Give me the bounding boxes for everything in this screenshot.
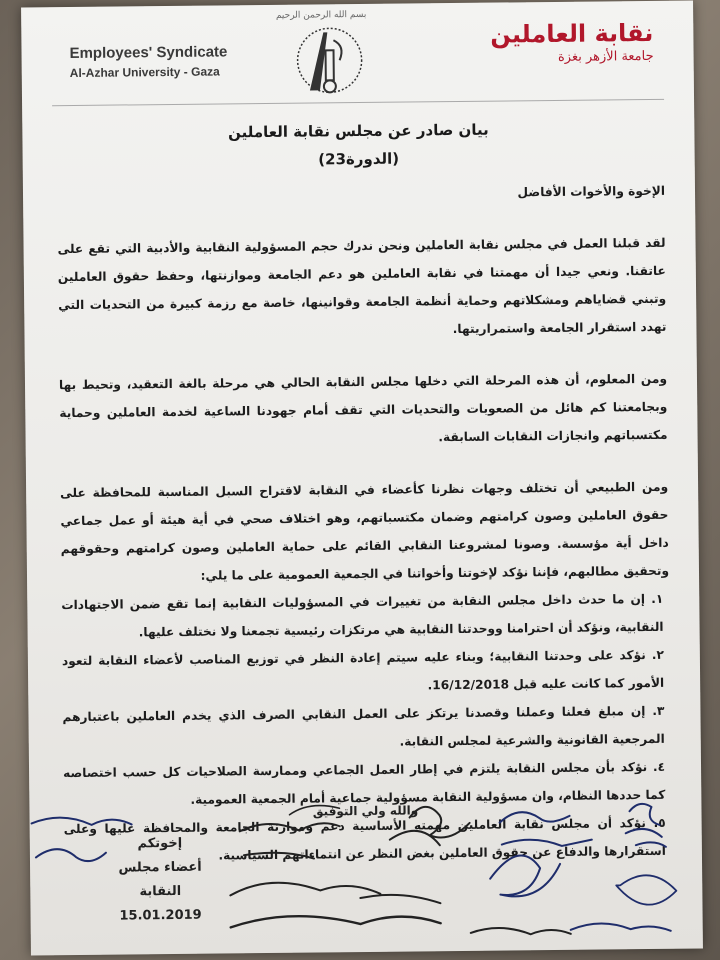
org-name-arabic-line1: نقابة العاملين [490,18,654,49]
org-name-english-line2: Al-Azhar University - Gaza [69,64,220,81]
signature-mark [32,817,132,862]
statement-titles [22,119,695,182]
syndicate-logo [289,20,364,101]
session-number: (الدورة23) [318,149,400,169]
signature-mark [490,855,560,897]
signature-mark [571,923,671,932]
signature-mark [240,823,340,859]
greeting: الإخوة والأخوات الأفاضل [517,183,666,200]
org-name-arabic-line2: جامعة الأزهر بغزة [557,48,654,65]
list-item: ١. إن ما حدث داخل مجلس النقابة من تغييرات في المسؤوليات النقابية إنما تقع ضمن الاجتهادات النقابية، ونؤكد أن احترامنا ووحدتنا النقابية هي مرتكزات رئيسية تجمعنا ولا نختلف عليها. [61,591,664,640]
council-members-label: أعضاء مجلس النقابة [118,859,202,900]
signature-mark [471,927,571,935]
closing-line: والله ولي التوفيق [312,803,419,819]
signature-mark [389,806,469,845]
org-name-english-line1: Employees' Syndicate [69,43,228,63]
paragraph-3: ومن الطبيعي أن تختلف وجهات نظرنا كأعضاء في النقابة لاقتراح السبل المناسبة للمحافظة على حقوق العاملين وصون كرامتهم وضمان مكتسباتهم، وهو اختلاف صحي في أية هيئة أو عمل جماعي داخل أية مؤسسة. وصونا لمشروعنا النقابي القائم على حماية العاملين وصون كرامتهم وحقوقهم وتحقيق مطالبهم، فإننا نؤكد لإخوتنا وأخواتنا في الجمعية العمومية على ما يلي: [60,479,670,583]
brothers-label: إخوتكم [137,835,183,852]
signature-mark [500,811,592,846]
list-item: ٢. نؤكد على وحدتنا النقابية؛ وبناء عليه سيتم إعادة النظر في توزيع المناصب لأعضاء النقابة لتعود الأمور كما كانت عليه قبل 16/12/2018. [61,647,665,693]
signature-mark [616,875,676,905]
document-page [21,1,703,956]
basmala-note: بسم الله الرحمن الرحيم [275,9,367,21]
signature-mark [625,804,665,848]
list-item: ٤. نؤكد بأن مجلس النقابة يلتزم في إطار العمل الجماعي وممارسة الصلاحيات كل حسب اختصاصه كما حددها النظام، وان مسؤولية النقابة مسؤولية جماعية أمام الجمعية العمومية. [63,759,666,807]
org-name-arabic [490,19,654,66]
signature-mark [289,805,339,814]
statement-body [57,177,672,871]
paragraph-2: ومن المعلوم، أن هذه المرحلة التي دخلها مجلس النقابة الحالي هي مرحلة بالغة التعقيد، وتحيط بها وبجامعتنا كم هائل من الصعوبات والتحديات التي تقف أمام جهودنا الساعية لخدمة العاملين وحماية مكتسباتهم وانجازات النقابات السابقة. [58,371,668,445]
list-item: ٥. نؤكد أن مجلس نقابة العاملين مهمته الأساسية دعم وموازنة الجامعة والمحافظة عليها وعلى استقرارها والدفاع عن حقوق العاملين بغض النظر عن انتماءاتهم السياسية. [63,815,666,863]
handwritten-signatures [29,780,703,955]
signature-mark [231,915,441,928]
statement-date: 15.01.2019 [119,907,202,924]
org-name-english [69,43,227,80]
statement-title: بيان صادر عن مجلس نقابة العاملين [227,120,489,142]
signature-mark [230,881,440,905]
paragraph-1: لقد قبلنا العمل في مجلس نقابة العاملين ونحن ندرك حجم المسؤولية النقابية والأدبية التي تقع على عاتقنا. ونعي جيدا أن مهمتنا في نقابة العاملين هو دعم الجامعة وموازنتها، وحفظ حقوق العاملين وتبني قضاياهم ومشكلاتهم وحماية أنظمة الجامعة وقوانينها، خاصة مع رزمة كبيرة من التحديات التي تهدد استقرار الجامعة واستمراريتها. [57,235,667,337]
list-item: ٣. إن مبلغ فعلنا وعملنا وقصدنا يرتكز على العمل النقابي الصرف الذي يخدم العاملين باعتبارهم المرجعية القانونية والشرعية لمجلس النقابة. [62,703,665,749]
